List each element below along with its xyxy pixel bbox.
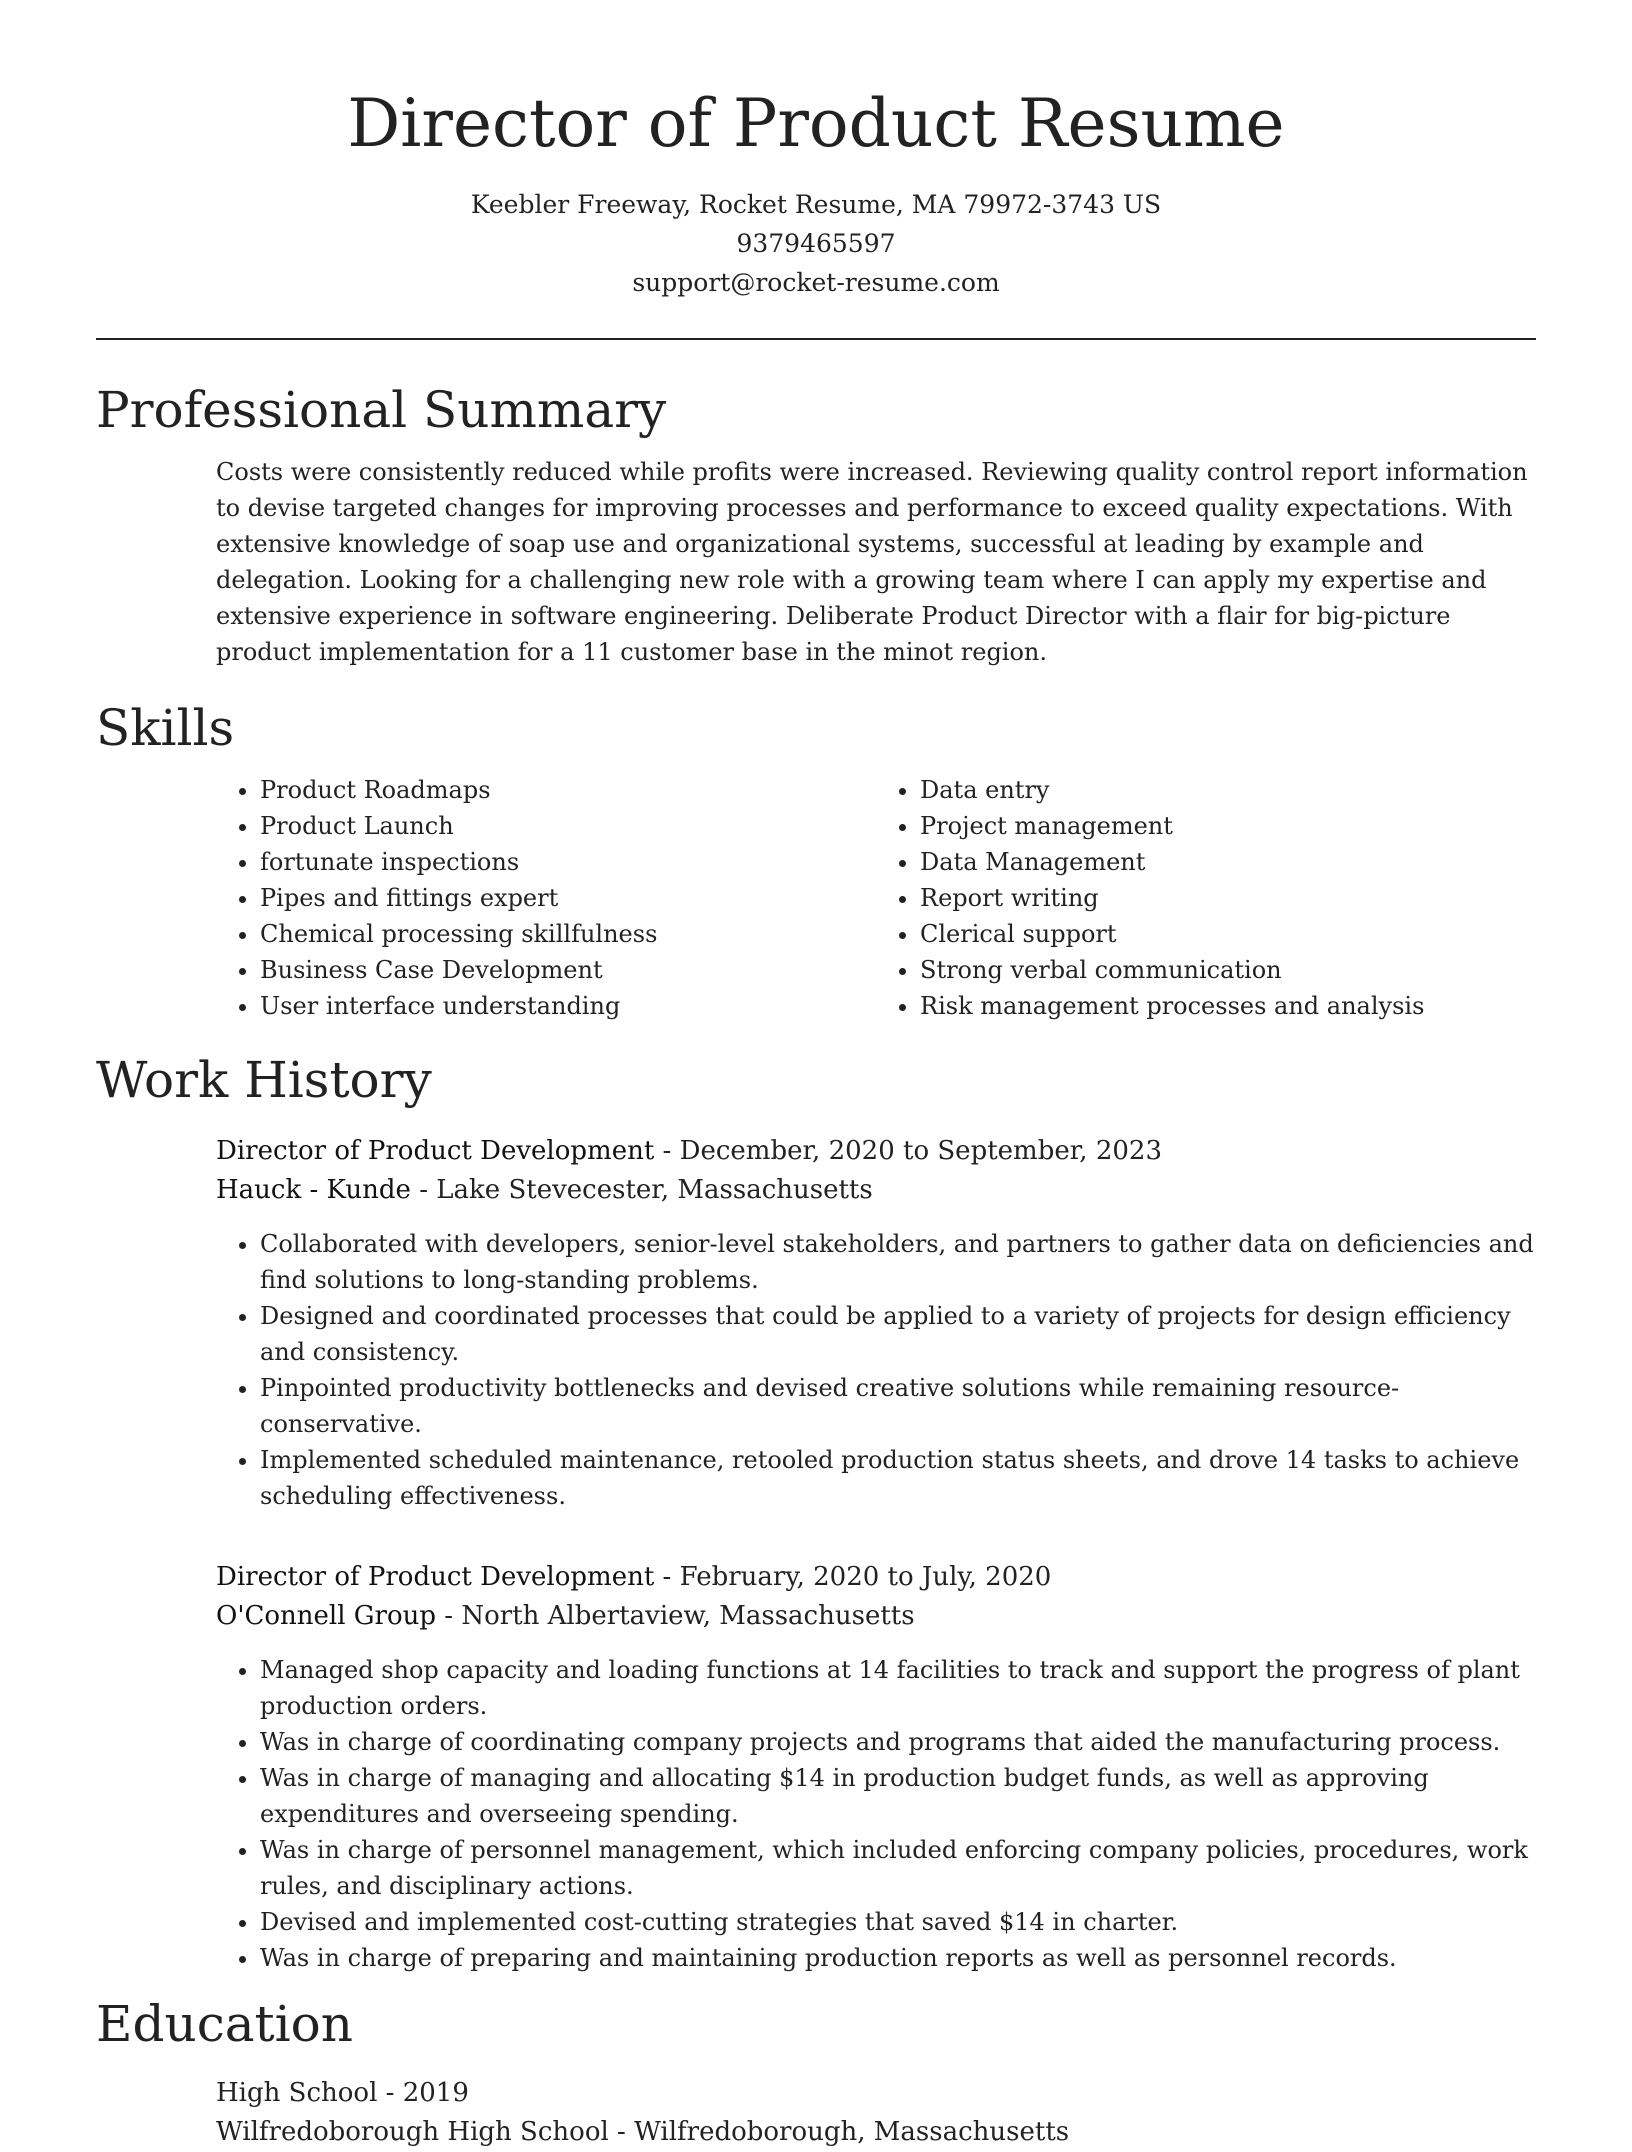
- contact-email: support@rocket-resume.com: [632, 268, 1000, 298]
- job-bullet: • Was in charge of coordinating company projects and programs that aided the manufacturing process.: [260, 1724, 1536, 1760]
- job-company: O'Connell Group: [216, 1601, 437, 1632]
- skills-list-right: [876, 772, 1536, 1024]
- skill-item: • Data Management: [920, 844, 1536, 880]
- job-company-line: O'Connell Group - North Albertaview, Massachusetts: [216, 1601, 915, 1632]
- work-history-section: [96, 1050, 1536, 1976]
- job-location: North Albertaview, Massachusetts: [461, 1601, 915, 1632]
- job-entry: [216, 1558, 1536, 1976]
- page-title: Director of Product Resume: [347, 85, 1285, 162]
- skill-item: • Product Launch: [260, 808, 876, 844]
- education-year: 2019: [402, 2078, 469, 2109]
- job-bullet: • Implemented scheduled maintenance, retooled production status sheets, and drove 14 tasks to achieve scheduling effectiveness.: [260, 1442, 1536, 1514]
- skills-heading: Skills: [96, 699, 235, 758]
- education-entry: [216, 2074, 1536, 2152]
- skill-item: • Project management: [920, 808, 1536, 844]
- job-bullet: • Devised and implemented cost-cutting strategies that saved $14 in charter.: [260, 1904, 1536, 1940]
- contact-info: [96, 185, 1536, 302]
- education-school: Wilfredoborough High School: [216, 2117, 609, 2148]
- summary-section: [96, 380, 1536, 670]
- job-bullet: • Managed shop capacity and loading functions at 14 facilities to track and support the progress of plant production orders.: [260, 1652, 1536, 1724]
- skill-item: • Business Case Development: [260, 952, 876, 988]
- job-bullets: [216, 1652, 1536, 1976]
- skill-item: • Clerical support: [920, 916, 1536, 952]
- education-degree: High School: [216, 2078, 378, 2109]
- job-bullet: • Was in charge of preparing and maintaining production reports as well as personnel records.: [260, 1940, 1536, 1976]
- skill-item: • User interface understanding: [260, 988, 876, 1024]
- job-title: Director of Product Development: [216, 1136, 655, 1167]
- job-bullet: • Collaborated with developers, senior-level stakeholders, and partners to gather data on deficiencies and find solutions to long-standing problems.: [260, 1226, 1536, 1298]
- skills-section: [96, 698, 1536, 1024]
- education-degree-line: High School - 2019: [216, 2078, 469, 2109]
- skill-item: • Strong verbal communication: [920, 952, 1536, 988]
- job-company: Hauck - Kunde: [216, 1175, 411, 1206]
- header-divider: [96, 338, 1536, 340]
- skill-item: • fortunate inspections: [260, 844, 876, 880]
- job-title: Director of Product Development: [216, 1562, 655, 1593]
- job-bullet: • Designed and coordinated processes that could be applied to a variety of projects for design efficiency and consistency.: [260, 1298, 1536, 1370]
- job-bullet: • Pinpointed productivity bottlenecks and devised creative solutions while remaining resource-conservative.: [260, 1370, 1536, 1442]
- skill-item: • Report writing: [920, 880, 1536, 916]
- job-entry: [216, 1132, 1536, 1514]
- summary-heading: Professional Summary: [96, 381, 667, 440]
- job-company-line: Hauck - Kunde - Lake Stevecester, Massachusetts: [216, 1175, 873, 1206]
- job-location: Lake Stevecester, Massachusetts: [436, 1175, 873, 1206]
- skill-item: • Data entry: [920, 772, 1536, 808]
- resume-header: [96, 0, 1536, 340]
- summary-text: Costs were consistently reduced while profits were increased. Reviewing quality control report information to devise targeted changes for improving processes and performance to exceed quality expectations. With extensive knowledge of soap use and organizational systems, successful at leading by example and delegation. Looking for a challenging new role with a growing team where I can apply my expertise and extensive experience in software engineering. Deliberate Product Director with a flair for big-picture product implementation for a 11 customer base in the minot region.: [216, 458, 1528, 667]
- resume-page: [96, 0, 1536, 2152]
- job-title-line: Director of Product Development - December, 2020 to September, 2023: [216, 1136, 1163, 1167]
- contact-address: Keebler Freeway, Rocket Resume, MA 79972-3743 US: [470, 190, 1162, 220]
- skill-item: • Risk management processes and analysis: [920, 988, 1536, 1024]
- job-dates: February, 2020 to July, 2020: [679, 1562, 1052, 1593]
- education-heading: Education: [96, 1995, 353, 2054]
- skill-item: • Chemical processing skillfulness: [260, 916, 876, 952]
- skills-list-left: [216, 772, 876, 1024]
- contact-phone: 9379465597: [736, 229, 896, 259]
- job-bullet: • Was in charge of managing and allocating $14 in production budget funds, as well as approving expenditures and overseeing spending.: [260, 1760, 1536, 1832]
- skill-item: • Pipes and fittings expert: [260, 880, 876, 916]
- job-title-line: Director of Product Development - February, 2020 to July, 2020: [216, 1562, 1052, 1593]
- education-location: Wilfredoborough, Massachusetts: [634, 2117, 1070, 2148]
- education-section: [96, 1994, 1536, 2152]
- work-history-heading: Work History: [96, 1051, 432, 1110]
- job-bullets: [216, 1226, 1536, 1514]
- education-school-line: Wilfredoborough High School - Wilfredoborough, Massachusetts: [216, 2117, 1070, 2148]
- job-dates: December, 2020 to September, 2023: [679, 1136, 1163, 1167]
- skill-item: • Product Roadmaps: [260, 772, 876, 808]
- job-bullet: • Was in charge of personnel management, which included enforcing company policies, procedures, work rules, and disciplinary actions.: [260, 1832, 1536, 1904]
